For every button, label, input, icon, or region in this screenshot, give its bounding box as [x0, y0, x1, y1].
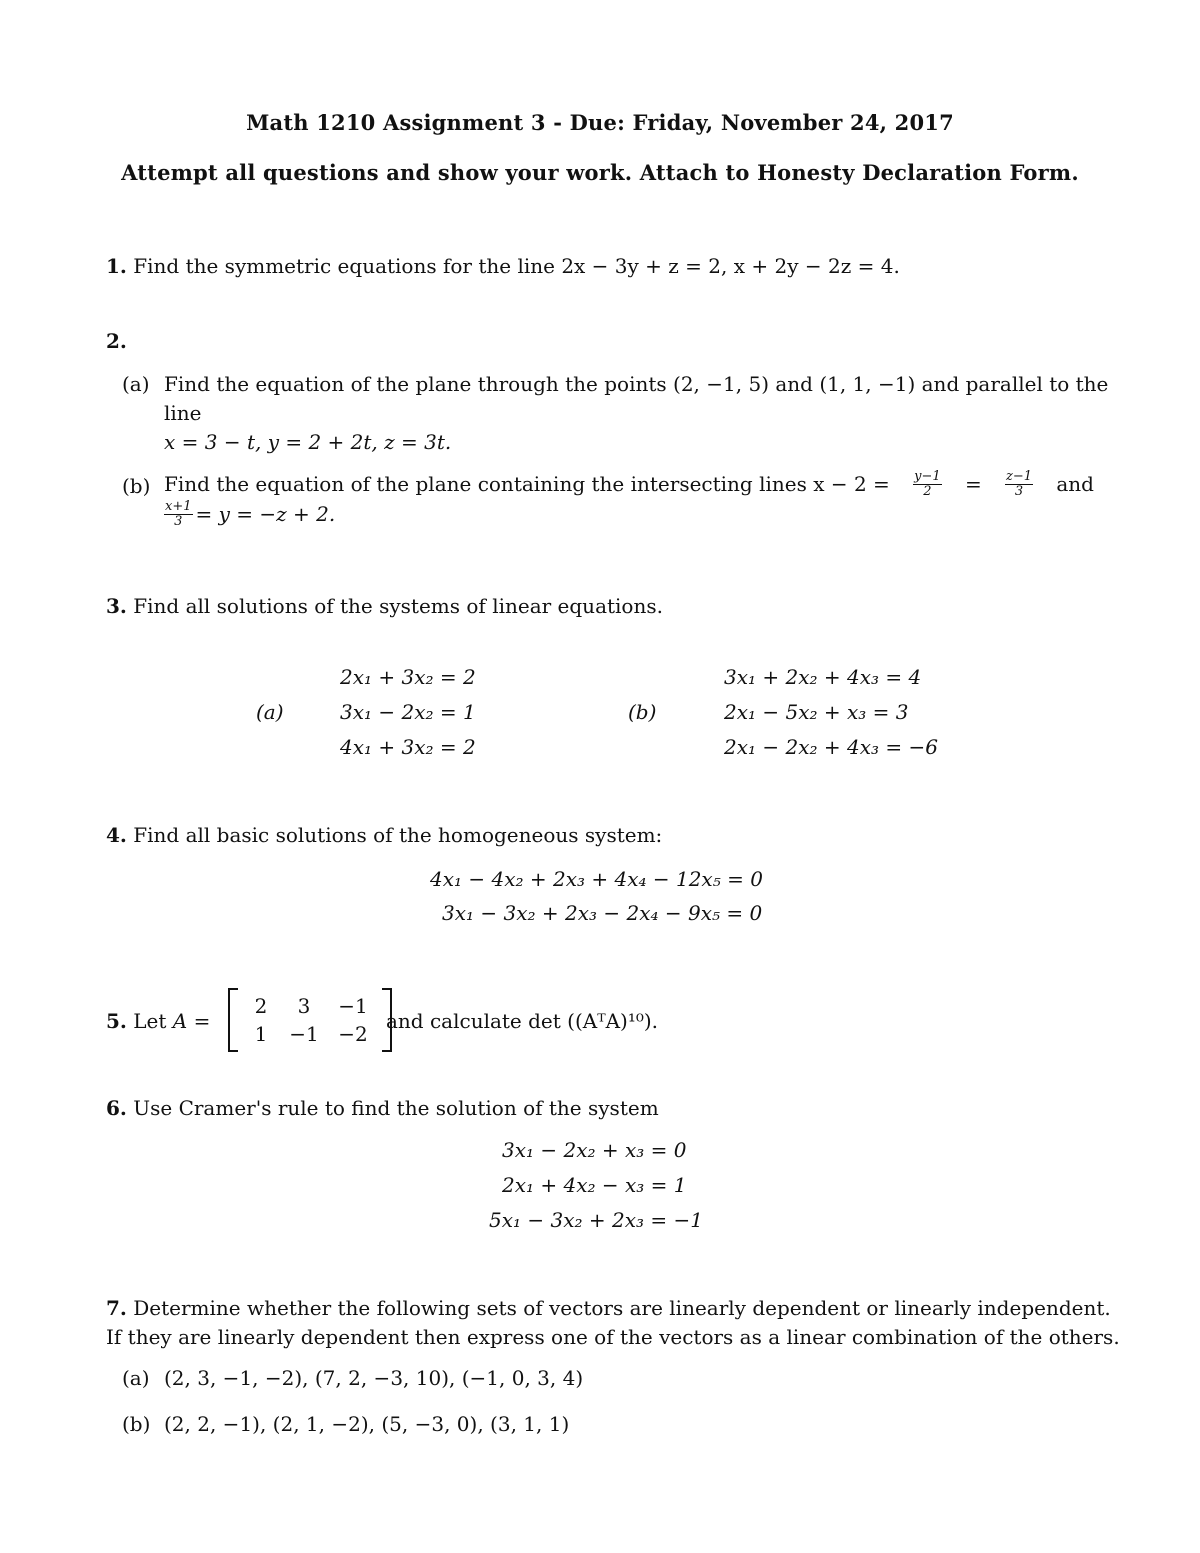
- system-b-label: (b): [628, 700, 657, 724]
- question-4: [106, 823, 662, 847]
- fraction: $\frac{z-1}{3}$: [1006, 469, 1033, 499]
- matrix-cell: −1: [289, 1022, 319, 1046]
- question-7-line-2: If they are linearly dependent then express one of the vectors as a linear combination of the others.: [106, 1325, 1120, 1349]
- question-2b-start: Find the equation of the plane containing the intersecting lines x − 2 =: [164, 472, 890, 497]
- question-number: 4.: [106, 823, 127, 847]
- system-a-eq-2: 3x₁ − 2x₂ = 1: [340, 700, 476, 724]
- question-2b-label: (b): [122, 474, 151, 498]
- fraction: $\frac{y-1}{2}$: [914, 469, 941, 499]
- question-2b-continuation: [164, 500, 335, 528]
- question-number: 6.: [106, 1096, 127, 1120]
- matrix-cell: 3: [297, 994, 311, 1018]
- left-bracket: [228, 988, 238, 1052]
- matrix-entries: [238, 994, 382, 1046]
- question-text: Find all solutions of the systems of linear equations.: [133, 594, 663, 618]
- fraction: $\frac{x+1}{3}$: [165, 499, 192, 529]
- let-word: Let: [133, 1009, 167, 1033]
- matrix-cell: 1: [254, 1022, 268, 1046]
- question-number: 1.: [106, 254, 127, 278]
- system-b-eq-1: 3x₁ + 2x₂ + 4x₃ = 4: [724, 665, 922, 689]
- homogeneous-eq-1: 4x₁ − 4x₂ + 2x₃ + 4x₄ − 12x₅ = 0: [430, 867, 763, 891]
- question-text: Find the symmetric equations for the line 2x − 3y + z = 2, x + 2y − 2z = 4.: [133, 254, 900, 278]
- matrix-cell: −1: [338, 994, 368, 1018]
- question-2a-text: Find the equation of the plane through the points (2, −1, 5) and (1, 1, −1) and parallel to the: [164, 372, 1109, 396]
- matrix-var: A =: [172, 1009, 211, 1033]
- matrix-cell: −2: [338, 1022, 368, 1046]
- question-2a-param: x = 3 − t, y = 2 + 2t, z = 3t.: [164, 430, 452, 454]
- question-text: Use Cramer's rule to find the solution of the system: [133, 1096, 659, 1120]
- question-text: Determine whether the following sets of vectors are linearly dependent or linearly independent.: [133, 1296, 1111, 1320]
- question-7-line-1: [106, 1296, 1111, 1320]
- system-a-eq-3: 4x₁ + 3x₂ = 2: [340, 735, 476, 759]
- instructions: Attempt all questions and show your work. Attach to Honesty Declaration Form.: [121, 160, 1079, 185]
- question-2b-text: [164, 470, 1094, 498]
- system-a-eq-1: 2x₁ + 3x₂ = 2: [340, 665, 476, 689]
- matrix-A: [228, 988, 392, 1052]
- question-2-number: 2.: [106, 329, 127, 353]
- question-5-intro: [106, 1009, 210, 1033]
- question-3: [106, 594, 663, 618]
- cramer-eq-2: 2x₁ + 4x₂ − x₃ = 1: [502, 1173, 687, 1197]
- equals-sign: =: [964, 472, 982, 497]
- question-7a-vectors: (2, 3, −1, −2), (7, 2, −3, 10), (−1, 0, 3, 4): [164, 1366, 584, 1390]
- cramer-eq-1: 3x₁ − 2x₂ + x₃ = 0: [502, 1138, 687, 1162]
- page-title: Math 1210 Assignment 3 - Due: Friday, November 24, 2017: [246, 110, 954, 135]
- question-number: 3.: [106, 594, 127, 618]
- system-b-eq-3: 2x₁ − 2x₂ + 4x₃ = −6: [724, 735, 938, 759]
- question-1: [106, 254, 900, 278]
- question-2a-line: line: [164, 401, 202, 425]
- question-7b-label: (b): [122, 1412, 151, 1436]
- question-5-text: and calculate det ((AᵀA)¹⁰).: [386, 1009, 659, 1033]
- homogeneous-eq-2: 3x₁ − 3x₂ + 2x₃ − 2x₄ − 9x₅ = 0: [442, 901, 763, 925]
- system-a-label: (a): [256, 700, 284, 724]
- question-7a-label: (a): [122, 1366, 150, 1390]
- question-2b-end: = y = −z + 2.: [195, 502, 336, 527]
- question-number: 7.: [106, 1296, 127, 1320]
- question-number: 5.: [106, 1009, 127, 1033]
- matrix-cell: 2: [254, 994, 268, 1018]
- question-2a-label: (a): [122, 372, 150, 396]
- question-6: [106, 1096, 659, 1120]
- question-7b-vectors: (2, 2, −1), (2, 1, −2), (5, −3, 0), (3, 1, 1): [164, 1412, 570, 1436]
- question-text: Find all basic solutions of the homogeneous system:: [133, 823, 663, 847]
- system-b-eq-2: 2x₁ − 5x₂ + x₃ = 3: [724, 700, 909, 724]
- and-word: and: [1056, 472, 1094, 497]
- cramer-eq-3: 5x₁ − 3x₂ + 2x₃ = −1: [489, 1208, 703, 1232]
